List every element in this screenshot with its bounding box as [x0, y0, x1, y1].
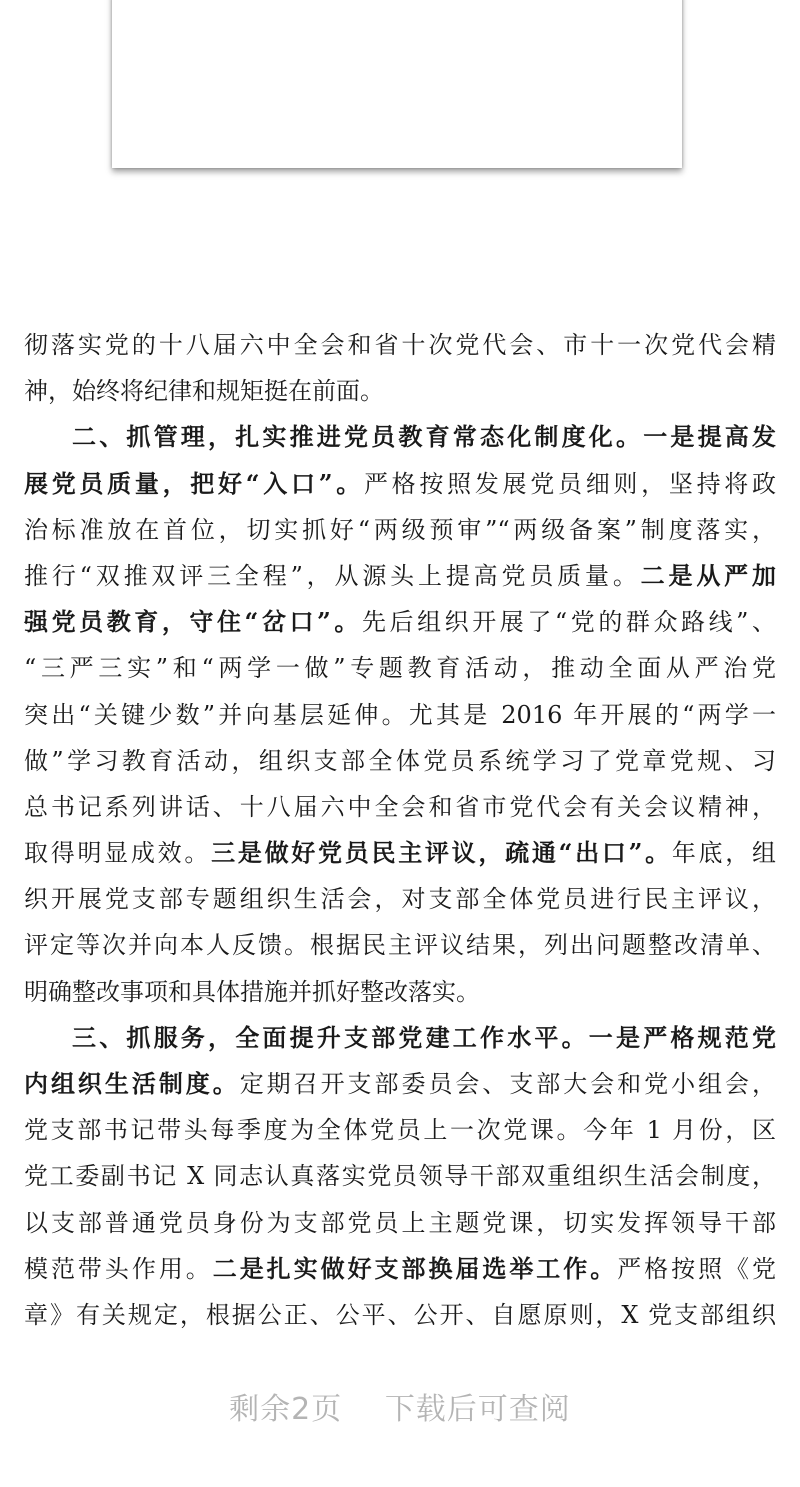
text-line: [24, 784, 776, 830]
text-run: 治标准放在首位，切实抓好“两级预审”“两级备案”制度落实，: [24, 515, 776, 544]
text-line: [24, 645, 776, 691]
bold-text-run: 内组织生活制度。: [24, 1069, 240, 1098]
text-run: 评定等次并向本人反馈。根据民主评议结果，列出问题整改清单、: [24, 931, 776, 960]
text-run: 彻落实党的十八届六中全会和省十次党代会、市十一次党代会精: [24, 331, 776, 359]
bold-text-run: 强党员教育，守住“岔口”。: [24, 607, 362, 637]
text-run: 以支部普通党员身份为支部党员上主题党课，切实发挥领导干部: [24, 1208, 776, 1237]
text-line: [24, 1015, 776, 1061]
text-line: [24, 830, 776, 876]
text-run: 定期召开支部委员会、支部大会和党小组会，: [239, 1070, 776, 1098]
bold-text-run: 三、抓服务，全面提升支部党建工作水平。一是严格规范党: [72, 1022, 776, 1052]
bold-text-run: 展党员质量，把好“入口”。: [24, 468, 364, 498]
bold-text-run: 二是扎实做好支部换届选举工作。: [212, 1253, 618, 1283]
bold-text-run: 二、抓管理，扎实推进党员教育常态化制度化。一是提高发: [72, 422, 776, 452]
text-run: “三严三实”和“两学一做”专题教育活动，推动全面从严治党: [24, 654, 776, 683]
text-line: [24, 1246, 776, 1292]
text-run: 模范带头作用。: [24, 1254, 213, 1283]
remaining-pages-label: 剩余2页: [229, 1392, 343, 1427]
download-banner[interactable]: [0, 1384, 800, 1428]
text-line: [24, 1107, 776, 1153]
text-line: [24, 1153, 776, 1199]
text-line: [24, 553, 776, 599]
text-run: 取得明显成效。: [24, 839, 212, 868]
text-line: [24, 969, 776, 1015]
text-run: 突出“关键少数”并向基层延伸。尤其是 2016 年开展的“两学一: [24, 700, 776, 729]
bold-text-run: 三是做好党员民主评议，疏通“出口”。: [211, 838, 672, 868]
text-run: 先后组织开展了“党的群众路线”、: [361, 608, 776, 637]
text-line: [24, 368, 776, 414]
text-line: [24, 322, 776, 368]
text-line: [24, 1292, 776, 1338]
text-line: [24, 414, 776, 460]
bold-text-run: 二是从严加: [640, 560, 776, 590]
text-run: 年底，组: [671, 839, 777, 868]
text-run: 党支部书记带头每季度为全体党员上一次党课。今年 1 月份，区: [24, 1116, 776, 1145]
text-run: 神，始终将纪律和规矩挺在前面。: [24, 377, 384, 406]
download-hint-label: 下载后可查阅: [384, 1392, 571, 1427]
text-line: [24, 692, 776, 738]
text-line: [24, 599, 776, 645]
previous-page-thumbnail: [112, 0, 682, 168]
text-run: 推行“双推双评三全程”，从源头上提高党员质量。: [24, 561, 641, 590]
document-body: [24, 322, 776, 1338]
text-run: 严格按照发展党员细则，坚持将政: [363, 469, 777, 498]
text-line: [24, 1061, 776, 1107]
text-run: 明确整改事项和具体措施并抓好整改落实。: [24, 977, 480, 1006]
text-line: [24, 1200, 776, 1246]
text-run: 织开展党支部专题组织生活会，对支部全体党员进行民主评议，: [24, 885, 776, 914]
text-run: 严格按照《党: [617, 1254, 777, 1283]
text-line: [24, 461, 776, 507]
text-run: 章》有关规定，根据公正、公平、公开、自愿原则，X 党支部组织: [24, 1300, 776, 1329]
text-run: 总书记系列讲话、十八届六中全会和省市党代会有关会议精神，: [24, 792, 776, 821]
text-line: [24, 922, 776, 968]
text-run: 做”学习教育活动，组织支部全体党员系统学习了党章党规、习: [24, 746, 776, 775]
text-line: [24, 507, 776, 553]
text-run: 党工委副书记 X 同志认真落实党员领导干部双重组织生活会制度，: [24, 1162, 776, 1191]
text-line: [24, 738, 776, 784]
text-line: [24, 876, 776, 922]
